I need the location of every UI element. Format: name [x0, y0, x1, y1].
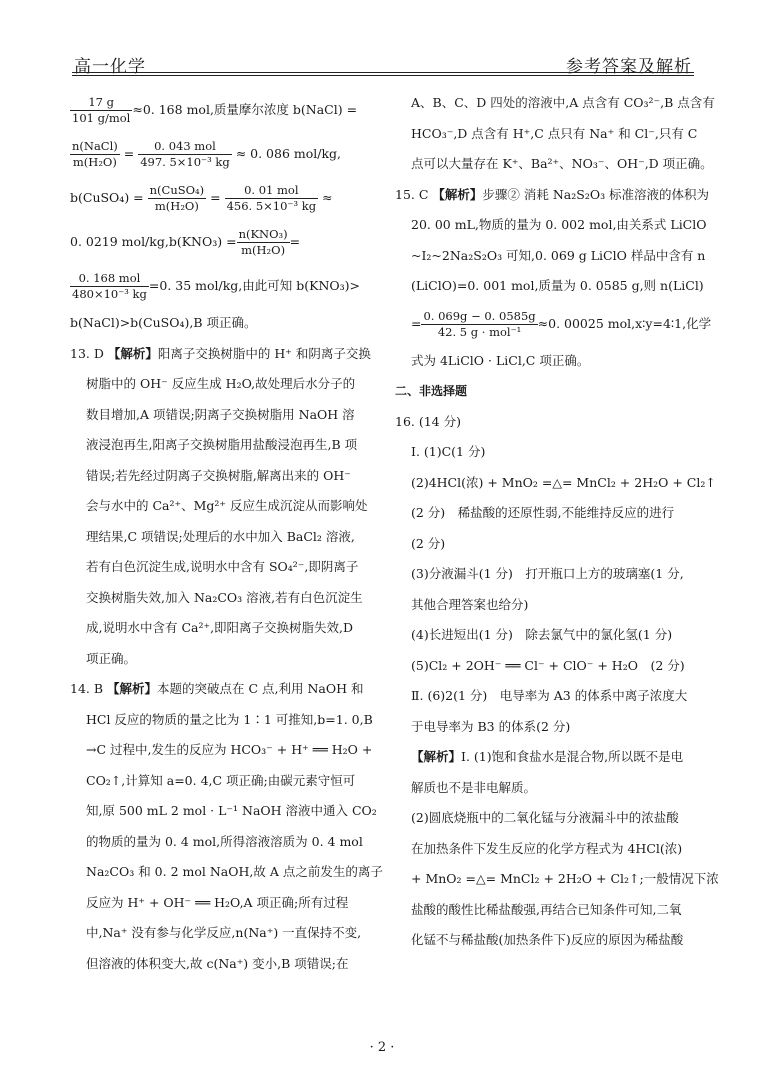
- header-rule-thin: [72, 75, 694, 76]
- text-line: 化锰不与稀盐酸(加热条件下)反应的原因为稀盐酸: [411, 932, 684, 947]
- text-line: $\frac{\text{n(NaCl)}}{\text{m(H₂O)}}$ = $\frac{\text{0. 043 mol}}{\text{497. 5×10⁻³ kg}}$ ≈ 0. 086 mol/kg,: [72, 139, 342, 169]
- fraction: $\frac{0. 069g - 0. 0585g}{\text{42. 5 g · mol⁻¹}}$: [423, 308, 536, 339]
- text-line: 式为 4LiClO · LiCl,C 项正确。: [411, 352, 590, 368]
- text-line: 项正确。: [86, 650, 137, 666]
- text-line: Na₂CO₃ 和 0. 2 mol NaOH,故 A 点之前发生的离子: [86, 864, 383, 879]
- text-line: (LiClO)=0. 001 mol,质量为 0. 0585 g,则 n(LiCl): [411, 278, 704, 293]
- question-13: 13. D 【解析】阳离子交换树脂中的 H⁺ 和阴离子交换: [70, 345, 371, 361]
- text-line: 0. 0219 mol/kg,b(KNO₃) = $\frac{\text{n(KNO₃)}}{\text{m(H₂O)}}$ =: [70, 227, 301, 257]
- text-line: →C 过程中,发生的反应为 HCO₃⁻ + H⁺ ══ H₂O +: [86, 742, 373, 757]
- text-line: HCl 反应的物质的量之比为 1∶1 可推知,b=1. 0,B: [86, 711, 373, 727]
- fraction: $\frac{\text{n(KNO₃)}}{\text{m(H₂O)}}$: [238, 227, 288, 257]
- text-line: (2 分): [411, 535, 446, 551]
- header-rule-thick: [72, 72, 694, 73]
- text-line: + MnO₂ =△= MnCl₂ + 2H₂O + Cl₂↑;一般情况下浓: [411, 871, 719, 886]
- text-line: Ⅰ. (1)C(1 分): [411, 444, 486, 459]
- text-line: 但溶液的体积变大,故 c(Na⁺) 变小,B 项错误;在: [86, 955, 349, 971]
- text-line: 液浸泡再生,阳离子交换树脂用盐酸浸泡再生,B 项: [86, 437, 358, 452]
- text-line: 于电导率为 B3 的体系(2 分): [411, 718, 571, 734]
- text-line: Ⅱ. (6)2(1 分) 电导率为 A3 的体系中离子浓度大: [411, 688, 688, 703]
- text-line: 成,说明水中含有 Ca²⁺,即阳离子交换树脂失效,D: [86, 620, 354, 635]
- text-line: (3)分液漏斗(1 分) 打开瓶口上方的玻璃塞(1 分,: [411, 566, 684, 581]
- text-line: (4)长进短出(1 分) 除去氯气中的氯化氢(1 分): [411, 627, 673, 642]
- text-line: 中,Na⁺ 没有参与化学反应,n(Na⁺) 一直保持不变,: [86, 925, 362, 940]
- subject-title: 高一化学: [74, 57, 146, 77]
- text-line: HCO₃⁻,D 点含有 H⁺,C 点只有 Na⁺ 和 Cl⁻,只有 C: [411, 125, 698, 141]
- text-line: 解质也不是非电解质。: [411, 779, 537, 795]
- text-line: 数目增加,A 项错误;阴离子交换树脂用 NaOH 溶: [86, 406, 355, 422]
- text-line: A、B、C、D 四处的溶液中,A 点含有 CO₃²⁻,B 点含有: [411, 95, 715, 110]
- fraction: $\frac{\text{0. 01 mol}}{\text{456. 5×10⁻³ kg}}$: [226, 183, 317, 213]
- text-line: 点可以大量存在 K⁺、Ba²⁺、NO₃⁻、OH⁻,D 项正确。: [411, 156, 713, 171]
- text-line: 会与水中的 Ca²⁺、Mg²⁺ 反应生成沉淀从而影响处: [86, 498, 368, 513]
- page-number: · 2 ·: [369, 1040, 395, 1055]
- section-title: 参考答案及解析: [566, 57, 692, 77]
- text-line: 交换树脂失效,加入 Na₂CO₃ 溶液,若有白色沉淀生: [86, 589, 363, 605]
- text-line: 盐酸的酸性比稀盐酸强,再结合已知条件可知,二氧: [411, 901, 682, 917]
- fraction: $\frac{\text{0. 168 mol}}{\text{480×10⁻³ kg}}$: [72, 271, 147, 301]
- text-line: b(CuSO₄) = $\frac{\text{n(CuSO₄)}}{\text{m(H₂O)}}$ = $\frac{\text{0. 01 mol}}{\text{456. 5×10⁻³ kg}}$ ≈: [70, 183, 333, 213]
- text-line: 在加热条件下发生反应的化学方程式为 4HCl(浓): [411, 840, 683, 856]
- analysis-line: 【解析】Ⅰ. (1)饱和食盐水是混合物,所以既不是电: [411, 749, 684, 764]
- text-line: 理结果,C 项错误;处理后的水中加入 BaCl₂ 溶液,: [86, 528, 355, 544]
- fraction: $\frac{\text{0. 043 mol}}{\text{497. 5×10⁻³ kg}}$: [140, 139, 230, 169]
- question-15: 15. C 【解析】步骤② 消耗 Na₂S₂O₃ 标准溶液的体积为: [395, 186, 710, 202]
- text-line: $\frac{\text{0. 168 mol}}{\text{480×10⁻³ kg}}$ =0. 35 mol/kg,由此可知 b(KNO₃)>: [72, 271, 361, 301]
- text-line: b(NaCl)>b(CuSO₄),B 项正确。: [70, 315, 257, 330]
- question-14: 14. B 【解析】本题的突破点在 C 点,利用 NaOH 和: [70, 681, 364, 696]
- fraction: $\frac{\text{n(NaCl)}}{\text{m(H₂O)}}$: [72, 139, 118, 169]
- text-line: 若有白色沉淀生成,说明水中含有 SO₄²⁻,即阴离子: [86, 559, 359, 574]
- text-line: 20. 00 mL,物质的量为 0. 002 mol,由关系式 LiClO: [411, 217, 707, 232]
- text-line: 知,原 500 mL 2 mol · L⁻¹ NaOH 溶液中通入 CO₂: [86, 803, 377, 818]
- text-line: (2 分) 稀盐酸的还原性弱,不能维持反应的进行: [411, 505, 675, 520]
- text-line: 反应为 H⁺ + OH⁻ ══ H₂O,A 项正确;所有过程: [86, 894, 349, 910]
- text-line: (5)Cl₂ + 2OH⁻ ══ Cl⁻ + ClO⁻ + H₂O (2 分): [411, 657, 685, 673]
- text-line: (2)4HCl(浓) + MnO₂ =△= MnCl₂ + 2H₂O + Cl₂↑: [411, 474, 716, 490]
- fraction: $\frac{17 g}{\text{101 g/mol}}$: [72, 95, 131, 125]
- text-line: 树脂中的 OH⁻ 反应生成 H₂O,故处理后水分子的: [86, 376, 356, 391]
- question-16: 16. (14 分): [395, 413, 461, 429]
- page-header: [0, 0, 764, 76]
- section-heading: 二、非选择题: [395, 384, 468, 398]
- text-line: 错误;若先经过阴离子交换树脂,解离出来的 OH⁻: [86, 467, 351, 483]
- text-line: ~I₂~2Na₂S₂O₃ 可知,0. 069 g LiClO 样品中含有 n: [411, 247, 706, 263]
- text-line: 的物质的量为 0. 4 mol,所得溶液溶质为 0. 4 mol: [86, 833, 363, 849]
- fraction: $\frac{\text{n(CuSO₄)}}{\text{m(H₂O)}}$: [149, 183, 205, 213]
- text-line: CO₂↑,计算知 a=0. 4,C 项正确;由碳元素守恒可: [86, 772, 356, 788]
- text-line: = $\frac{0. 069g - 0. 0585g}{\text{42. 5 g · mol⁻¹}}$ ≈0. 00025 mol,x∶y=4∶1,化学: [411, 308, 712, 339]
- right-column: [395, 88, 719, 956]
- text-line: $\frac{17 g}{\text{101 g/mol}}$ ≈0. 168 mol,质量摩尔浓度 b(NaCl) =: [72, 95, 358, 125]
- text-line: 其他合理答案也给分): [411, 596, 529, 612]
- left-column: [70, 88, 383, 979]
- text-line: (2)圆底烧瓶中的二氧化锰与分液漏斗中的浓盐酸: [411, 810, 679, 825]
